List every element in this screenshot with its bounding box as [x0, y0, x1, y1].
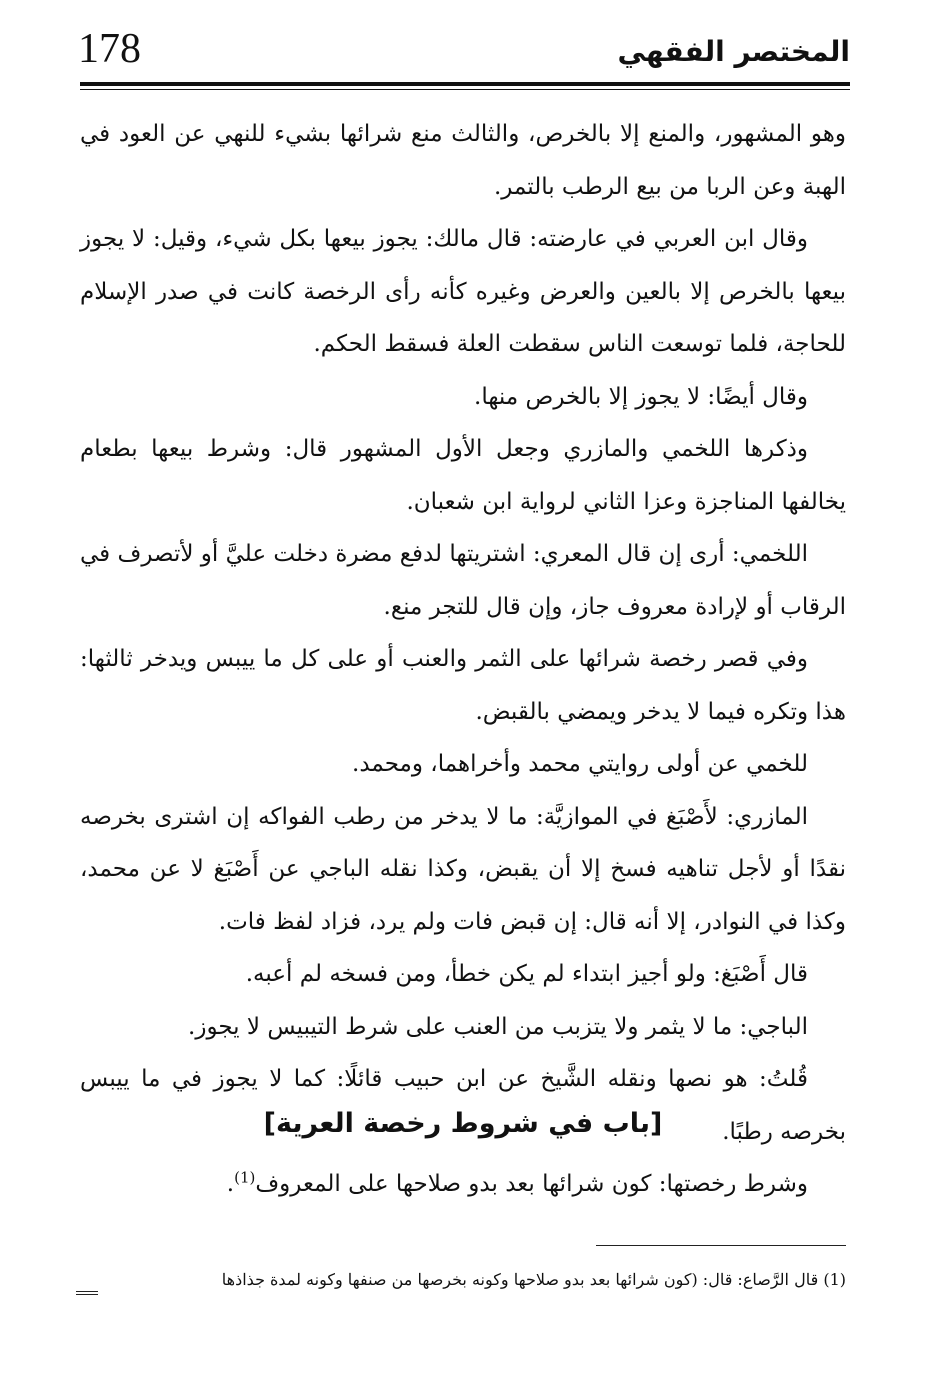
footnote-separator — [596, 1245, 846, 1246]
condition-text: وشرط رخصتها: كون شرائها بعد بدو صلاحها على المعروف — [255, 1171, 808, 1197]
header-rule — [80, 82, 850, 86]
paragraph: وقال ابن العربي في عارضته: قال مالك: يجوز بيعها بكل شيء، وقيل: لا يجوز بيعها بالخرص إلا بالعين والعرض وغيره كأنه رأى الرخصة كانت في صدر الإسلام للحاجة، فلما توسعت الناس سقطت العلة فسقط الحكم. — [80, 226, 846, 357]
paragraph: قُلتُ: هو نصها ونقله الشَّيخ عن ابن حبيب قائلًا: كما لا يجوز في ما ييبس بخرصه رطبًا. — [80, 1066, 846, 1145]
body-text — [80, 108, 846, 1158]
footnote-marker: (1) — [823, 1270, 846, 1289]
section-heading: [باب في شروط رخصة العرية] — [263, 1108, 663, 1139]
paragraph: اللخمي: أرى إن قال المعري: اشتريتها لدفع مضرة دخلت عليَّ أو لأتصرف في الرقاب أو لإرادة معروف جاز، وإن قال للتجر منع. — [80, 541, 846, 620]
header-rule-thin — [80, 89, 850, 90]
running-title: المختصر الفقهي — [617, 35, 850, 68]
paragraph: قال أَصْبَغ: ولو أجيز ابتداء لم يكن خطأ، ومن فسخه لم أعبه. — [245, 961, 808, 987]
footnote-reference[interactable]: (1) — [234, 1168, 256, 1187]
paragraph: المازري: لأَصْبَغ في الموازيَّة: ما لا يدخر من رطب الفواكه إن اشترى بخرصه نقدًا أو لأجل تناهيه فسخ إلا أن يقبض، وكذا نقله الباجي عن أَصْبَغ لا عن محمد، وكذا في النوادر، إلا أنه قال: إن قبض فات ولم يرد، فزاد لفظ فات. — [80, 803, 846, 935]
footnote — [70, 1265, 846, 1295]
page-number: 178 — [78, 26, 141, 72]
footnote-body: قال الرَّصاع: قال: (كون شرائها بعد بدو صلاحها وكونه بخرصها من صنفها وكونه لمدة جذاذها — [221, 1270, 819, 1289]
paragraph: وذكرها اللخمي والمازري وجعل الأول المشهور قال: وشرط بيعها بطعام يخالفها المناجزة وعزا الثاني لرواية ابن شعبان. — [80, 436, 846, 515]
condition-paragraph — [80, 1162, 846, 1206]
paragraph: وفي قصر رخصة شرائها على الثمر والعنب أو على كل ما ييبس ويدخر ثالثها: هذا وتكره فيما لا يدخر ويمضي بالقبض. — [80, 646, 846, 725]
paragraph: وهو المشهور، والمنع إلا بالخرص، والثالث منع شرائها بشيء للنهي عن العود في الهبة وعن الربا من بيع الرطب بالتمر. — [80, 121, 846, 200]
paragraph: للخمي عن أولى روايتي محمد وأخراهما، ومحمد. — [352, 751, 808, 777]
paragraph: وقال أيضًا: لا يجوز إلا بالخرص منها. — [474, 383, 808, 410]
end-punctuation: . — [226, 1171, 235, 1197]
paragraph: الباجي: ما لا يثمر ولا يتزبب من العنب على شرط التيبيس لا يجوز. — [188, 1013, 808, 1040]
footnote-continuation-mark — [76, 1291, 98, 1295]
